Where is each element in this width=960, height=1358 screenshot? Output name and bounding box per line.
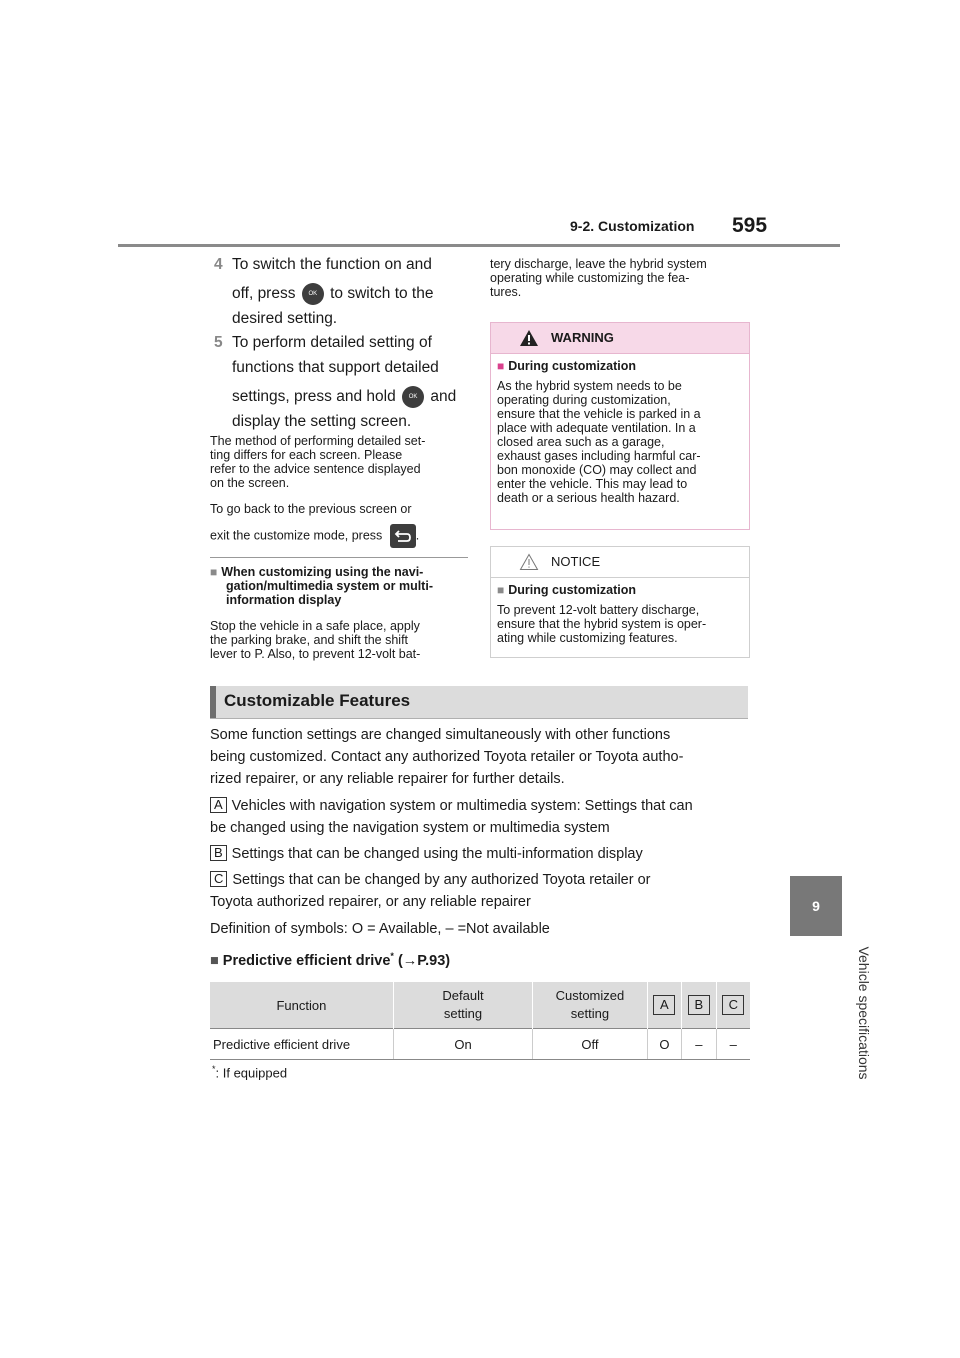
warning-body — [497, 379, 743, 505]
warning-line: ensure that the vehicle is parked in a — [497, 407, 701, 421]
warning-subtitle-text: During customization — [508, 359, 637, 373]
header-line: Customized — [555, 988, 625, 1003]
table-row — [210, 1029, 750, 1060]
notice-box — [490, 546, 750, 658]
warning-line: operating during customization, — [497, 393, 671, 407]
square-bullet-icon: ■ — [497, 583, 505, 597]
header-b — [682, 982, 716, 1029]
header-c-label: C — [722, 995, 744, 1015]
header-line: Default — [442, 988, 484, 1003]
label-a-box: A — [210, 797, 227, 813]
notice-title: NOTICE — [551, 554, 601, 569]
subheading-line: When customizing using the navi- — [221, 565, 424, 579]
notice-line: To prevent 12-volt battery discharge, — [497, 603, 700, 617]
step-text: settings, press and hold — [232, 388, 396, 405]
note-exit: exit the customize mode, press . — [210, 524, 470, 548]
step-text: desired setting. — [232, 310, 338, 327]
label-c-box: C — [210, 871, 227, 887]
warning-triangle-icon — [519, 329, 539, 347]
notice-triangle-icon — [519, 553, 539, 571]
header-divider — [118, 244, 840, 247]
legend-text: be changed using the navigation system or multimedia system — [210, 820, 610, 836]
header-a-label: A — [653, 995, 675, 1015]
header-function: Function — [210, 982, 393, 1029]
legend-text: Vehicles with navigation system or multimedia system: Settings that can — [231, 798, 693, 814]
header-c — [716, 982, 750, 1029]
section-heading-bar — [210, 686, 748, 719]
legend-text: Toyota authorized repairer, or any reliable repairer — [210, 894, 531, 910]
feature-title: Predictive efficient drive — [222, 952, 391, 969]
note-line: refer to the advice sentence displayed — [210, 462, 421, 476]
note-line: ting differs for each screen. Please — [210, 448, 403, 462]
square-bullet-icon: ■ — [210, 952, 219, 969]
note-back: To go back to the previous screen or — [210, 502, 412, 516]
paragraph-stop-vehicle — [210, 619, 470, 661]
cell-a: O — [647, 1029, 681, 1060]
warning-line: place with adequate ventilation. In a — [497, 421, 696, 435]
warning-header — [491, 323, 749, 354]
legend-text: Settings that can be changed using the multi-information display — [231, 846, 643, 862]
header-a — [647, 982, 681, 1029]
step-text: To perform detailed setting of — [232, 334, 432, 351]
note-line: exit the customize mode, press — [210, 528, 383, 543]
paragraph-continued — [490, 257, 750, 299]
step-5 — [214, 330, 482, 434]
square-bullet-icon: ■ — [497, 359, 505, 373]
paragraph-line: the parking brake, and shift the shift — [210, 633, 409, 647]
notice-line: ensure that the hybrid system is oper- — [497, 617, 707, 631]
legend-c — [210, 869, 755, 913]
chapter-label: Vehicle specifications — [856, 946, 872, 1080]
intro-line: being customized. Contact any authorized Toyota retailer or Toyota autho- — [210, 749, 684, 765]
paragraph-line: operating while customizing the fea- — [490, 271, 690, 285]
header-b-label: B — [688, 995, 710, 1015]
square-bullet-icon: ■ — [210, 565, 218, 579]
warning-subtitle — [497, 358, 743, 374]
note-detailed-setting — [210, 434, 470, 490]
step-text: display the setting screen. — [232, 413, 412, 430]
intro-line: rized repairer, or any reliable repairer for further details. — [210, 771, 565, 787]
step-number: 5 — [214, 334, 223, 351]
ok-button-icon: OK — [302, 283, 324, 305]
header-line: setting — [570, 1006, 610, 1021]
chapter-tab: 9 — [790, 876, 842, 936]
divider — [210, 557, 468, 558]
note-line: The method of performing detailed set- — [210, 434, 426, 448]
intro-line: Some function settings are changed simultaneously with other functions — [210, 727, 671, 743]
notice-header — [491, 547, 749, 578]
cell-b: – — [682, 1029, 716, 1060]
header-line: setting — [443, 1006, 483, 1021]
header-default — [393, 982, 532, 1029]
cell-custom: Off — [533, 1029, 647, 1060]
heading-accent — [210, 686, 216, 718]
paragraph-line: lever to P. Also, to prevent 12-volt bat- — [210, 647, 421, 661]
step-text: functions that support detailed — [232, 359, 439, 376]
legend-a — [210, 795, 755, 839]
label-b-box: B — [210, 845, 227, 861]
warning-line: exhaust gases including harmful car- — [497, 449, 701, 463]
asterisk: * — [390, 951, 394, 961]
ok-button-icon: OK — [402, 386, 424, 408]
warning-line: closed area such as a garage, — [497, 435, 665, 449]
legend-b — [210, 843, 755, 865]
cell-default: On — [393, 1029, 532, 1060]
subheading-nav — [210, 565, 470, 607]
page-number: 595 — [732, 214, 768, 237]
warning-title: WARNING — [551, 330, 614, 345]
legend-text: Settings that can be changed by any authorized Toyota retailer or — [232, 872, 651, 888]
header-custom — [533, 982, 647, 1029]
step-number: 4 — [214, 256, 223, 273]
step-text: off, press — [232, 285, 296, 302]
notice-line: ating while customizing features. — [497, 631, 678, 645]
cell-c: – — [716, 1029, 750, 1060]
symbol-definition: Definition of symbols: O = Available, – =Not available — [210, 921, 550, 937]
footnote-text: : If equipped — [215, 1065, 288, 1081]
subheading-line: information display — [226, 593, 342, 607]
back-button-icon — [390, 524, 416, 548]
warning-line: death or a serious health hazard. — [497, 491, 680, 505]
step-4 — [214, 252, 482, 331]
notice-subtitle-text: During customization — [508, 583, 637, 597]
section-title: Customizable Features — [224, 691, 411, 710]
intro-paragraph — [210, 724, 755, 790]
paragraph-line: Stop the vehicle in a safe place, apply — [210, 619, 420, 633]
note-line: on the screen. — [210, 476, 290, 490]
cell-function: Predictive efficient drive — [210, 1029, 393, 1060]
section-header: 9-2. Customization — [570, 218, 695, 234]
warning-box — [490, 322, 750, 530]
warning-line: bon monoxide (CO) may collect and — [497, 463, 697, 477]
footnote — [212, 1064, 287, 1080]
step-text: to switch to the — [330, 285, 434, 302]
feature-heading — [210, 951, 450, 969]
page-reference: (→P.93) — [397, 952, 451, 969]
warning-line: enter the vehicle. This may lead to — [497, 477, 688, 491]
customization-table — [210, 982, 750, 1060]
asterisk: * — [212, 1064, 216, 1074]
paragraph-line: tures. — [490, 285, 522, 299]
step-text: and — [430, 388, 457, 405]
notice-subtitle — [497, 582, 743, 598]
notice-body — [497, 603, 743, 645]
step-text: To switch the function on and — [232, 256, 432, 273]
subheading-line: gation/multimedia system or multi- — [226, 579, 433, 593]
warning-line: As the hybrid system needs to be — [497, 379, 682, 393]
paragraph-line: tery discharge, leave the hybrid system — [490, 257, 707, 271]
